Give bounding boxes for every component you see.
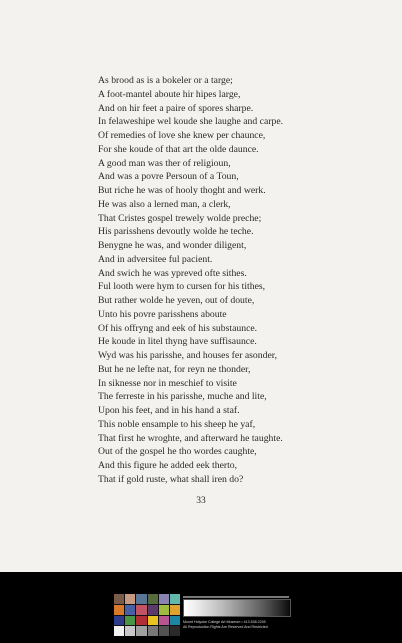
poem-line: And in adversitee ful pacient.: [98, 253, 213, 265]
color-swatch: [170, 605, 180, 615]
poem-line: Of his offryng and eek of his substaunce.: [98, 322, 258, 334]
color-swatch: [136, 594, 146, 604]
color-swatch: [170, 626, 180, 636]
color-swatch: [159, 605, 169, 615]
poem-line: Of remedies of love she knew per chaunce,: [98, 130, 266, 141]
poem-line: Out of the gospel he tho wordes caughte,: [98, 446, 257, 458]
poem-line: And swich he was ypreved ofte sithes.: [98, 267, 247, 279]
poem-line: A good man was ther of religioun,: [98, 157, 231, 169]
poem-text: [98, 74, 398, 487]
poem-line: And on hir feet a paire of spores sharpe.: [98, 102, 254, 114]
poem-line: In felaweshipe wel koude she laughe and carpe.: [98, 116, 284, 128]
poem-line: For she koude of that art the olde daunce.: [98, 143, 259, 155]
poem-line: In siknesse nor in meschief to visite: [98, 377, 237, 389]
poem-line: Ful looth were hym to cursen for his tithes,: [98, 281, 266, 293]
poem-line: That if gold ruste, what shall iren do?: [98, 473, 244, 485]
poem-line: But rather wolde he yeven, out of doute,: [98, 295, 255, 306]
poem-line: But riche he was of hooly thoght and werk.: [98, 185, 266, 196]
color-swatch: [114, 605, 124, 615]
gray-scale-border: [183, 596, 289, 598]
color-swatch: [148, 616, 158, 626]
color-swatch: [125, 626, 135, 636]
poem-line: This noble ensample to his sheep he yaf,: [98, 418, 256, 430]
poem-line: And this figure he added eek therto,: [98, 460, 238, 471]
color-swatch: [125, 616, 135, 626]
gray-scale-strip: [183, 599, 291, 617]
credit-line-1: Mount Holyoke College Art Museum • 413.538.2245: [183, 620, 266, 624]
color-swatch: [114, 594, 124, 604]
color-swatch: [159, 626, 169, 636]
poem-line: Wyd was his parisshe, and houses fer asonder,: [98, 350, 278, 361]
poem-line: He was also a lerned man, a clerk,: [98, 198, 231, 210]
poem-line: Upon his feet, and in his hand a staf.: [98, 405, 240, 416]
poem-line: But he ne lefte nat, for reyn ne thonder,: [98, 363, 251, 375]
poem-line: Unto his povre parisshens aboute: [98, 308, 227, 320]
museum-credit: [183, 620, 323, 629]
color-swatch: [148, 626, 158, 636]
color-swatch: [148, 594, 158, 604]
poem-line: Benygne he was, and wonder diligent,: [98, 240, 247, 251]
page-number: 33: [196, 496, 206, 506]
color-swatch: [170, 616, 180, 626]
color-swatch: [114, 616, 124, 626]
color-swatch: [159, 616, 169, 626]
poem-line: He koude in litel thyng have suffisaunce.: [98, 336, 257, 348]
color-swatch: [136, 616, 146, 626]
color-swatch: [148, 605, 158, 615]
poem-line: The ferreste in his parisshe, muche and lite,: [98, 391, 267, 403]
poem-line: That Cristes gospel trewely wolde preche;: [98, 212, 262, 224]
credit-line-2: All Reproduction Rights Are Reserved And Restricted: [183, 624, 268, 629]
color-swatch: [114, 626, 124, 636]
color-swatch: [125, 605, 135, 615]
color-swatch: [136, 605, 146, 615]
poem-line: That first he wroghte, and afterward he taughte.: [98, 432, 283, 444]
color-swatch: [170, 594, 180, 604]
poem-line: His parisshens devoutly wolde he teche.: [98, 226, 254, 238]
poem-line: A foot-mantel aboute hir hipes large,: [98, 88, 241, 100]
poem-line: And was a povre Persoun of a Toun,: [98, 171, 239, 183]
color-swatch: [125, 594, 135, 604]
color-checker-chart: [114, 594, 180, 636]
color-swatch: [136, 626, 146, 636]
poem-line: As brood as is a bokeler or a targe;: [98, 75, 233, 86]
color-swatch: [159, 594, 169, 604]
